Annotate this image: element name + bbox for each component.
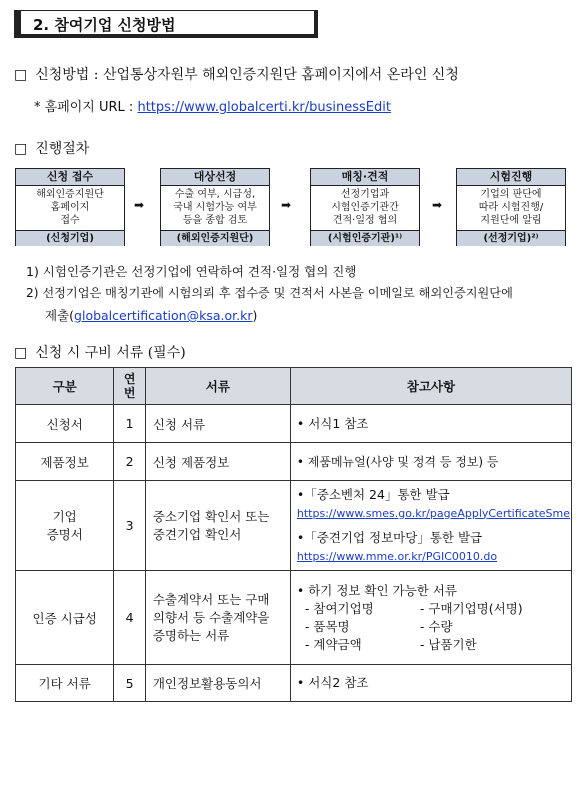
table-row [16, 481, 572, 571]
homepage-label: * 홈페이지 URL : [34, 100, 134, 115]
cell-doc-text: 중소기업 확인서 또는 중견기업 확인서 [152, 508, 270, 542]
step-title: 대상선정 [161, 169, 269, 186]
cell-category [16, 481, 114, 571]
ref-item: - 수량 [419, 618, 453, 634]
step-line: 해외인증지원단 [36, 189, 104, 200]
homepage-link[interactable]: https://www.globalcerti.kr/businessEdit [137, 100, 391, 115]
header-doc: 서류 [145, 368, 290, 405]
note-text: 제출( [45, 308, 75, 323]
step-body [16, 186, 124, 230]
procedure-heading-text: 진행절차 [35, 141, 90, 157]
step-line: 따라 시험진행/ [478, 202, 544, 213]
ref-sub-row [297, 618, 570, 636]
homepage-line [34, 96, 391, 115]
header-no: 연번 [114, 368, 145, 405]
cell-no: 5 [114, 665, 145, 702]
ref-item: - 품목명 [304, 618, 350, 634]
cell-no: 1 [114, 405, 145, 443]
arrow-right-icon: ➡ [281, 198, 292, 212]
procedure-note-2: 2) 선정기업은 매칭기관에 시험의뢰 후 접수증 및 견적서 사본을 이메일로 해외인증지원단에 [26, 286, 513, 300]
step-body [311, 186, 419, 230]
cell-no: 4 [114, 571, 145, 665]
cell-ref [290, 571, 571, 665]
ref-sub-row [297, 600, 570, 618]
cell-doc: 신청 서류 [145, 405, 290, 443]
table-header-row [16, 368, 572, 405]
procedure-note-2-cont [45, 306, 257, 324]
apply-method-text: 신청방법 : 산업통상자원부 해외인증지원단 홈페이지에서 온라인 신청 [35, 67, 459, 83]
ref-sub-row [297, 636, 570, 654]
header-category: 구분 [16, 368, 114, 405]
mme-link[interactable]: https://www.mme.or.kr/PGIC0010.do [296, 549, 498, 563]
cell-doc [145, 481, 290, 571]
cell-category-text: 기업 증명서 [46, 508, 83, 542]
step-line: 등을 종합 검토 [182, 215, 248, 226]
step-line: 지원단에 알림 [480, 215, 542, 226]
documents-table [15, 367, 572, 702]
step-line: 견적·일정 협의 [332, 215, 398, 226]
ref-line: •「중견기업 정보마당」통한 발급 [296, 529, 483, 545]
step-body [457, 186, 565, 230]
cell-doc: 신청 제품정보 [145, 443, 290, 481]
cell-ref: • 제품메뉴얼(사양 및 정격 등 정보) 등 [290, 443, 571, 481]
step-actor: (선정기업)²⁾ [457, 230, 565, 246]
step-line: 수출 여부, 시급성, [174, 189, 256, 200]
section-title-box [14, 10, 318, 38]
checkbox-bullet-icon: □ [14, 345, 28, 361]
header-ref: 참고사항 [290, 368, 571, 405]
step-actor: (신청기업) [16, 230, 124, 246]
table-row [16, 405, 572, 443]
cell-doc-text: 수출계약서 또는 구매의향서 등 수출계약을 증명하는 서류 [152, 591, 270, 643]
table-row [16, 571, 572, 665]
cell-no: 3 [114, 481, 145, 571]
arrow-right-icon: ➡ [134, 198, 145, 212]
ref-item: - 구매기업명(서명) [419, 600, 523, 616]
checkbox-bullet-icon: □ [14, 67, 28, 83]
note-text: ) [252, 308, 258, 323]
step-box-4 [456, 168, 566, 246]
step-line: 홈페이지 [50, 202, 90, 213]
cell-ref: • 서식1 참조 [290, 405, 571, 443]
cell-category: 제품정보 [16, 443, 114, 481]
procedure-heading [14, 138, 89, 158]
cell-category: 기타 서류 [16, 665, 114, 702]
ref-item: - 참여기업명 [304, 600, 374, 616]
cell-category: 신청서 [16, 405, 114, 443]
step-line: 시험인증기관간 [331, 202, 399, 213]
step-line: 접수 [60, 215, 80, 226]
table-row [16, 443, 572, 481]
cell-doc [145, 571, 290, 665]
step-line: 기업의 판단에 [480, 189, 542, 200]
step-title: 시험진행 [457, 169, 565, 186]
cell-ref [290, 481, 571, 571]
step-box-1 [15, 168, 125, 246]
smes-link[interactable]: https://www.smes.go.kr/pageApplyCertificateSme [296, 506, 570, 520]
step-box-3 [310, 168, 420, 246]
step-actor: (해외인증지원단) [161, 230, 269, 246]
cell-category: 인증 시급성 [16, 571, 114, 665]
title-accent-bar [15, 11, 21, 34]
apply-method-line [14, 64, 459, 84]
ref-line: •「중소벤처 24」통한 발급 [296, 486, 450, 502]
email-link[interactable]: globalcertification@ksa.or.kr [74, 308, 253, 323]
section-title: 2. 참여기업 신청방법 [33, 16, 176, 34]
step-title: 신청 접수 [16, 169, 124, 186]
ref-item: - 계약금액 [304, 636, 362, 652]
procedure-note-1: 1) 시험인증기관은 선정기업에 연락하여 견적·일정 협의 진행 [26, 264, 357, 279]
table-row [16, 665, 572, 702]
step-box-2 [160, 168, 270, 246]
step-line: 국내 시험가능 여부 [173, 202, 257, 213]
ref-item: - 납품기한 [419, 636, 477, 652]
step-body [161, 186, 269, 230]
step-line: 선정기업과 [340, 189, 390, 200]
cell-ref: • 서식2 참조 [290, 665, 571, 702]
ref-line: • 하기 정보 확인 가능한 서류 [296, 582, 457, 598]
cell-no: 2 [114, 443, 145, 481]
documents-heading-text: 신청 시 구비 서류 (필수) [35, 345, 186, 361]
documents-heading [14, 342, 186, 362]
step-title: 매칭·견적 [311, 169, 419, 186]
step-actor: (시험인증기관)¹⁾ [311, 230, 419, 246]
checkbox-bullet-icon: □ [14, 141, 28, 157]
arrow-right-icon: ➡ [432, 198, 443, 212]
cell-doc: 개인정보활용동의서 [145, 665, 290, 702]
